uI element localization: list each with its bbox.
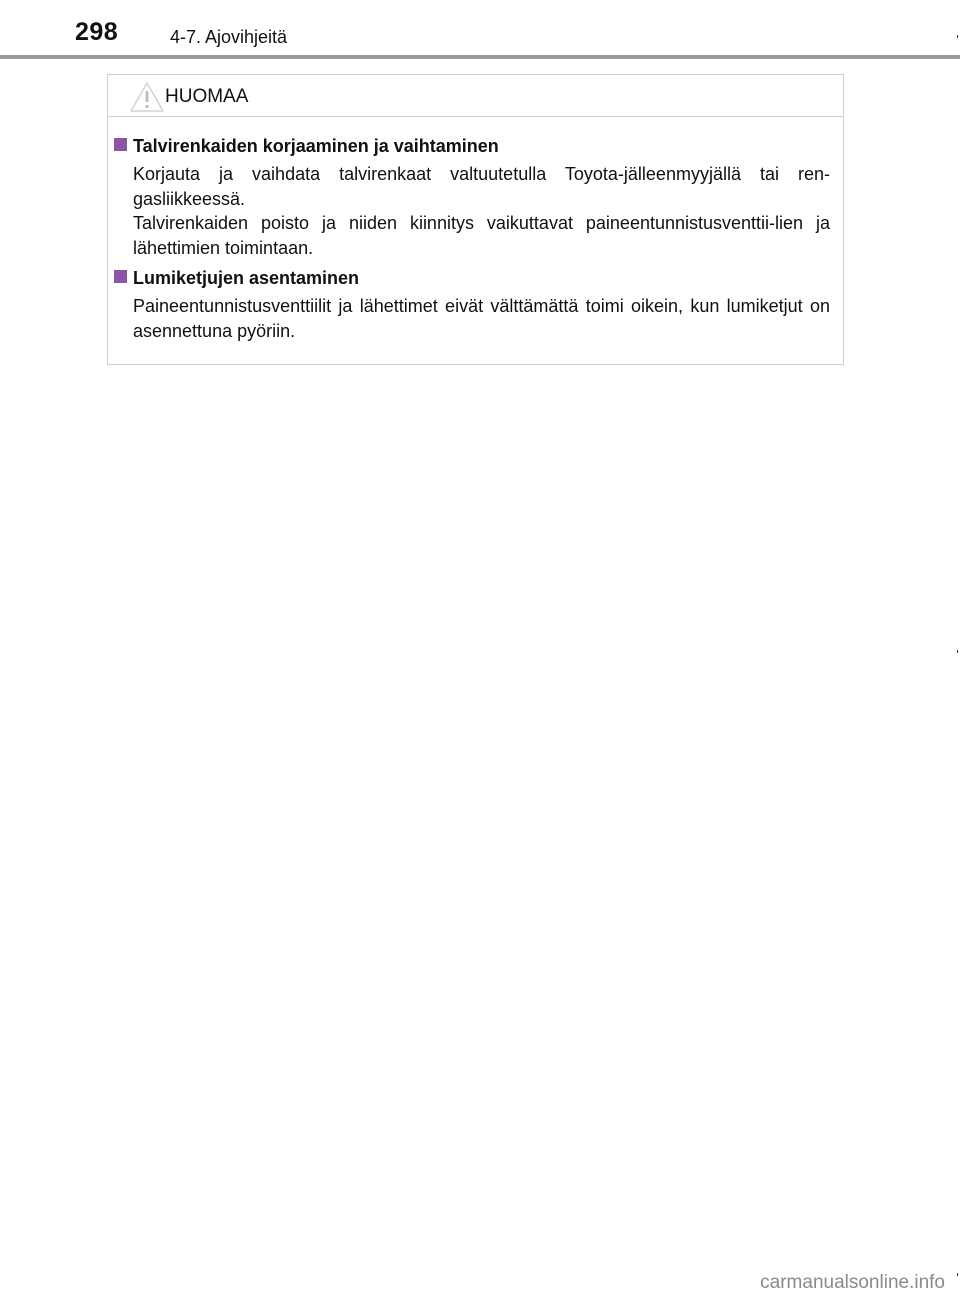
notice-paragraph: Korjauta ja vaihdata talvirenkaat valtuutetulla Toyota-jälleenmyyjällä tai ren-gasliikkeessä. <box>133 164 830 209</box>
notice-item-body <box>133 294 830 343</box>
crop-mark-middle <box>957 650 958 653</box>
notice-item-winter-tires <box>108 134 843 260</box>
notice-item-heading-text: Talvirenkaiden korjaaminen ja vaihtaminen <box>133 136 499 156</box>
notice-box <box>107 74 844 365</box>
footer-watermark: carmanualsonline.info <box>760 1272 945 1293</box>
notice-paragraph: Paineentunnistusventtiilit ja lähettimet eivät välttämättä toimi oikein, kun lumiketjut on asennettuna pyöriin. <box>133 296 830 341</box>
notice-header <box>108 75 843 117</box>
crop-mark-top <box>957 35 958 38</box>
notice-item-heading-text: Lumiketjujen asentaminen <box>133 268 360 288</box>
notice-item-body <box>133 162 830 260</box>
square-bullet-icon <box>114 138 127 151</box>
page-number: 298 <box>75 18 119 46</box>
crop-mark-bottom <box>957 1273 958 1276</box>
section-title: 4-7. Ajovihjeitä <box>170 27 288 47</box>
square-bullet-icon <box>114 270 127 283</box>
warning-triangle-icon <box>129 81 165 113</box>
notice-title: HUOMAA <box>165 86 249 107</box>
notice-item-heading <box>108 134 843 158</box>
notice-paragraph: Talvirenkaiden poisto ja niiden kiinnitys vaikuttavat paineentunnistusventtii-lien ja lähettimien toimintaan. <box>133 213 830 258</box>
notice-item-heading <box>108 266 843 290</box>
header-rule <box>0 55 960 59</box>
notice-item-snow-chains <box>108 266 843 343</box>
